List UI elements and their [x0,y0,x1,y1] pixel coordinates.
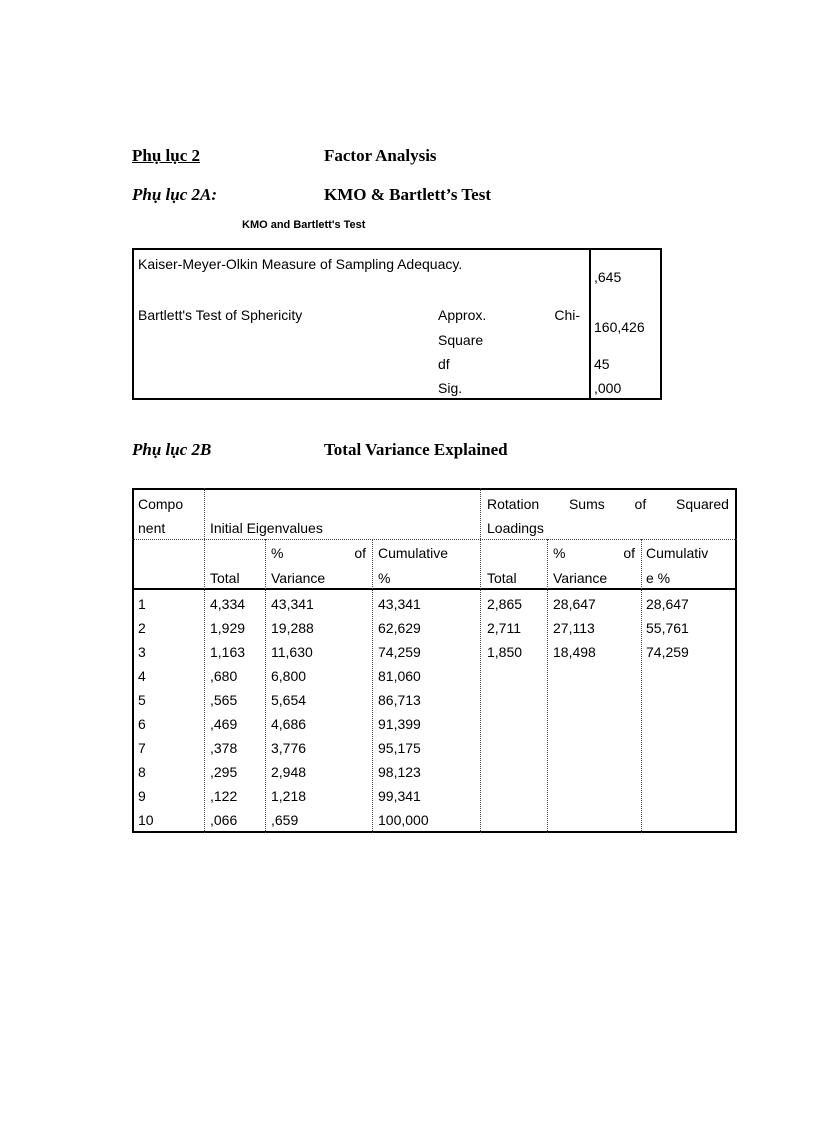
header-rotation-word-1: Rotation [487,496,540,512]
header-component-1: Compo [138,496,184,512]
row-1-rotation-pct-variance: 28,647 [553,596,596,612]
df-label: df [438,356,450,372]
row-7-component: 7 [138,740,146,756]
row-9-eigen-total: ,122 [210,788,238,804]
row-6-eigen-total: ,469 [210,716,238,732]
bartlett-label: Bartlett's Test of Sphericity [138,307,303,323]
row-3-rotation-pct-variance: 18,498 [553,644,596,660]
row-9-eigen-pct-variance: 1,218 [271,788,307,804]
header-rotation-pct-top [553,541,635,565]
row-4-eigen-cumulative: 81,060 [378,668,421,684]
chi-label-square: Square [438,332,484,348]
header-pct-variance: Variance [271,570,326,586]
header-cumulative: Cumulative [378,545,449,561]
chi-label-chi: Chi- [554,307,580,323]
row-4-eigen-total: ,680 [210,668,238,684]
header-rotation-word-4: Squared [676,496,729,512]
header-rotation-loadings: Loadings [487,520,544,536]
row-10-eigen-cumulative: 100,000 [378,812,429,828]
row-1-rotation-total: 2,865 [487,596,523,612]
chi-square-value: 160,426 [594,319,645,335]
row-2-eigen-pct-variance: 19,288 [271,620,314,636]
header-initial-eigenvalues: Initial Eigenvalues [210,520,323,536]
header-rotation [487,492,729,516]
row-5-component: 5 [138,692,146,708]
row-9-eigen-cumulative: 99,341 [378,788,421,804]
row-1-eigen-pct-variance: 43,341 [271,596,314,612]
row-3-eigen-total: 1,163 [210,644,246,660]
chi-label-approx: Approx. [438,307,487,323]
kmo-table-caption: KMO and Bartlett's Test [242,219,366,231]
sig-label: Sig. [438,380,463,396]
row-2-rotation-pct-variance: 27,113 [553,620,595,636]
row-1-eigen-total: 4,334 [210,596,246,612]
row-4-eigen-pct-variance: 6,800 [271,668,307,684]
header-rotation-pct-symbol: % [553,545,566,561]
header-rotation-pct-of: of [623,545,635,561]
header-rotation-word-3: of [634,496,647,512]
header-rotation-total: Total [487,570,517,586]
appendix2-label: Phụ lục 2 [132,146,201,165]
row-3-rotation-cumulative: 74,259 [646,644,689,660]
row-10-eigen-pct-variance: ,659 [271,812,299,828]
header-total: Total [210,570,240,586]
row-2-component: 2 [138,620,146,636]
appendix2-title: Factor Analysis [324,146,437,165]
row-8-eigen-total: ,295 [210,764,238,780]
row-1-component: 1 [138,596,146,612]
row-4-component: 4 [138,668,146,684]
header-component-2: nent [138,520,166,536]
header-cumulative-pct: % [378,570,391,586]
appendix2a-title: KMO & Bartlett’s Test [324,185,491,204]
row-8-eigen-cumulative: 98,123 [378,764,421,780]
sig-value: ,000 [594,380,622,396]
row-1-rotation-cumulative: 28,647 [646,596,689,612]
header-pct-symbol: % [271,545,284,561]
header-pct-of: of [354,545,366,561]
row-3-rotation-total: 1,850 [487,644,523,660]
row-2-eigen-total: 1,929 [210,620,246,636]
appendix2b-label: Phụ lục 2B [132,440,212,459]
row-10-component: 10 [138,812,154,828]
header-rotation-cumulative-pct: e % [646,570,671,586]
header-pct-variance-top [271,541,366,565]
kmo-label: Kaiser-Meyer-Olkin Measure of Sampling Adequacy. [138,256,463,272]
row-3-component: 3 [138,644,146,660]
row-6-eigen-pct-variance: 4,686 [271,716,307,732]
kmo-value: ,645 [594,269,622,285]
row-3-eigen-cumulative: 74,259 [378,644,421,660]
row-3-eigen-pct-variance: 11,630 [271,644,313,660]
appendix2b-title: Total Variance Explained [324,440,508,459]
row-7-eigen-pct-variance: 3,776 [271,740,307,756]
chi-square-label [438,303,580,327]
row-7-eigen-total: ,378 [210,740,238,756]
appendix2a-label: Phụ lục 2A: [132,185,218,204]
df-value: 45 [594,356,610,372]
row-6-eigen-cumulative: 91,399 [378,716,421,732]
row-5-eigen-pct-variance: 5,654 [271,692,307,708]
row-5-eigen-cumulative: 86,713 [378,692,421,708]
row-2-rotation-cumulative: 55,761 [646,620,689,636]
header-rotation-pct-variance: Variance [553,570,608,586]
row-10-eigen-total: ,066 [210,812,238,828]
row-8-component: 8 [138,764,146,780]
row-2-rotation-total: 2,711 [487,620,521,636]
header-rotation-cumulative: Cumulativ [646,545,709,561]
row-1-eigen-cumulative: 43,341 [378,596,421,612]
row-2-eigen-cumulative: 62,629 [378,620,421,636]
row-5-eigen-total: ,565 [210,692,238,708]
row-9-component: 9 [138,788,146,804]
row-6-component: 6 [138,716,146,732]
row-7-eigen-cumulative: 95,175 [378,740,421,756]
row-8-eigen-pct-variance: 2,948 [271,764,307,780]
header-rotation-word-2: Sums [568,496,605,512]
